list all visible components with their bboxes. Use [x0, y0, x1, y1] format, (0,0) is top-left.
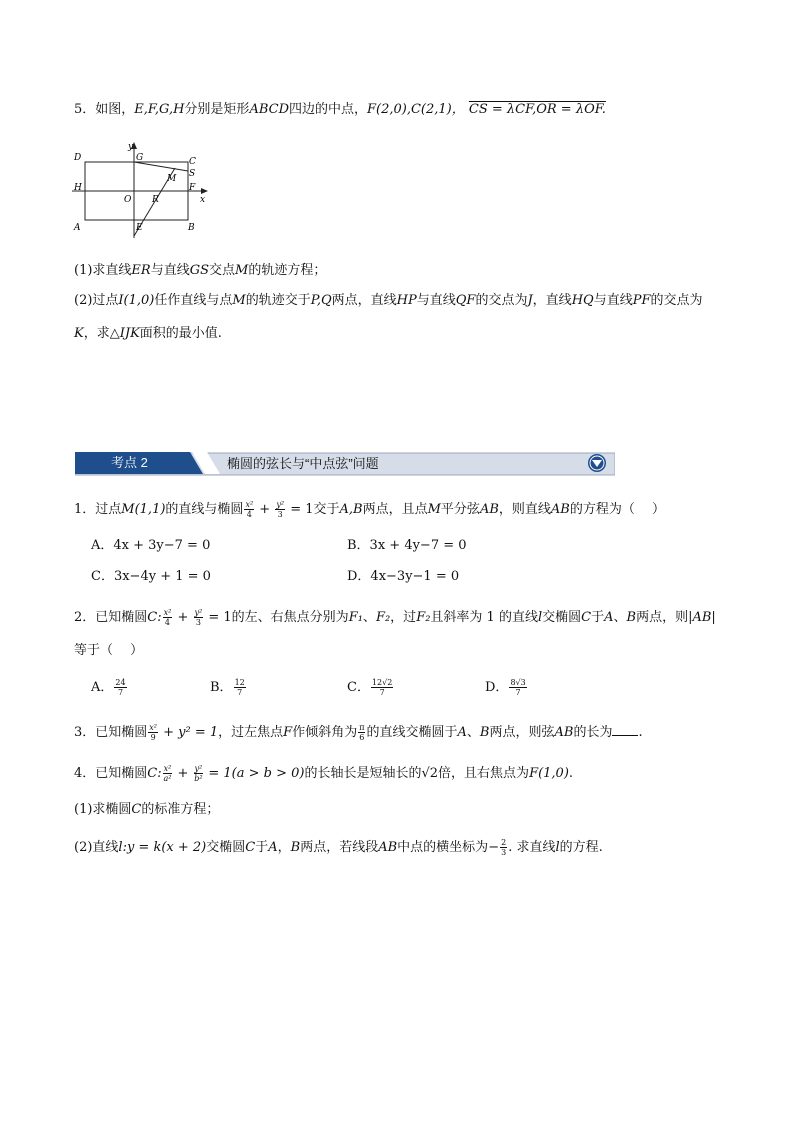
p2-option-b[interactable]: B． $\frac{12}{7}$ [210, 678, 245, 697]
fig-label-c: C [189, 157, 196, 167]
p1-option-a[interactable]: A．4x + 3y−7 = 0 [91, 538, 211, 553]
fig-label-e: E [136, 223, 143, 233]
q5-part2-line2: K，求△IJK面积的最小值. [74, 326, 222, 341]
p1-option-c[interactable]: C．3x−4y + 1 = 0 [91, 569, 211, 584]
fig-label-o: O [124, 195, 132, 205]
fig-label-x: x [200, 195, 206, 205]
p4-part2: (2)直线l:y = k(x + 2)交椭圆C于A，B两点，若线段AB中点的横坐标为− $\frac{2}{3}$ . 求直线l的方程. [74, 838, 603, 857]
section-banner [75, 450, 615, 476]
p4-stem: 4．已知椭圆C: $\frac{\text{x²}}{\text{a²}}$ + $\frac{\text{y²}}{\text{b²}}$ = 1(a > b > 0)的长轴长是短轴长的√2倍，且右焦点为F(1,0). [74, 764, 574, 783]
fig-label-r: R [152, 195, 159, 205]
q5-part1: (1)求直线ER与直线GS交点M的轨迹方程； [74, 263, 327, 278]
fig-label-m: M [167, 174, 177, 184]
banner-tag: 考点 2 [111, 455, 148, 470]
p1-option-d[interactable]: D．4x−3y−1 = 0 [347, 569, 460, 584]
p2-stem-line2: 等于（ ） [74, 643, 144, 658]
fig-label-b: B [188, 223, 195, 233]
p1-option-b[interactable]: B．3x + 4y−7 = 0 [347, 538, 467, 553]
chevron-down-circle-icon [588, 454, 606, 472]
fig-label-a: A [74, 223, 81, 233]
fig-label-s: S [189, 169, 196, 179]
p2-option-a[interactable]: A． $\frac{24}{7}$ [91, 678, 126, 697]
fig-label-y: y [128, 142, 134, 152]
p2-option-c[interactable]: C． $\frac{12√2}{7}$ [347, 678, 393, 697]
fig-label-d: D [74, 153, 82, 163]
fig-label-f: F [189, 183, 196, 193]
q5-stem: 5．如图，E,F,G,H分别是矩形ABCD四边的中点，F(2,0),C(2,1)， CS = λCF,OR = λOF. [74, 102, 606, 117]
fig-label-h: H [74, 183, 82, 193]
p3-stem: 3．已知椭圆 $\frac{\text{x²}}{9}$ + y² = 1，过左焦点F作倾斜角为 $\frac{\pi}{6}$ 的直线交椭圆于A、B两点，则弦AB的长为 . [74, 723, 643, 742]
p1-stem: 1．过点M(1,1)的直线与椭圆 $\frac{\text{x²}}{4}$ + $\frac{\text{y²}}{3}$ = 1交于A,B两点，且点M平分弦AB，则直线AB的方程为（ ） [74, 500, 665, 519]
p2-stem: 2．已知椭圆C: $\frac{\text{x²}}{4}$ + $\frac{\text{y²}}{3}$ = 1的左、右焦点分别为F₁、F₂，过F₂且斜率为 1 的直线l交椭圆C于A、B两点，则|AB| [74, 608, 716, 627]
p3-answer-blank[interactable] [612, 723, 638, 736]
fig-label-g: G [136, 153, 144, 163]
p4-part1: (1)求椭圆C的标准方程； [74, 802, 220, 817]
q5-part2-line1: (2)过点I(1,0)任作直线与点M的轨迹交于P,Q两点，直线HP与直线QF的交点为J，直线HQ与直线PF的交点为 [74, 293, 703, 308]
p2-option-d[interactable]: D． $\frac{8√3}{7}$ [485, 678, 526, 697]
rectangle-figure [72, 140, 212, 240]
banner-title: 椭圆的弦长与“中点弦”问题 [227, 456, 379, 471]
